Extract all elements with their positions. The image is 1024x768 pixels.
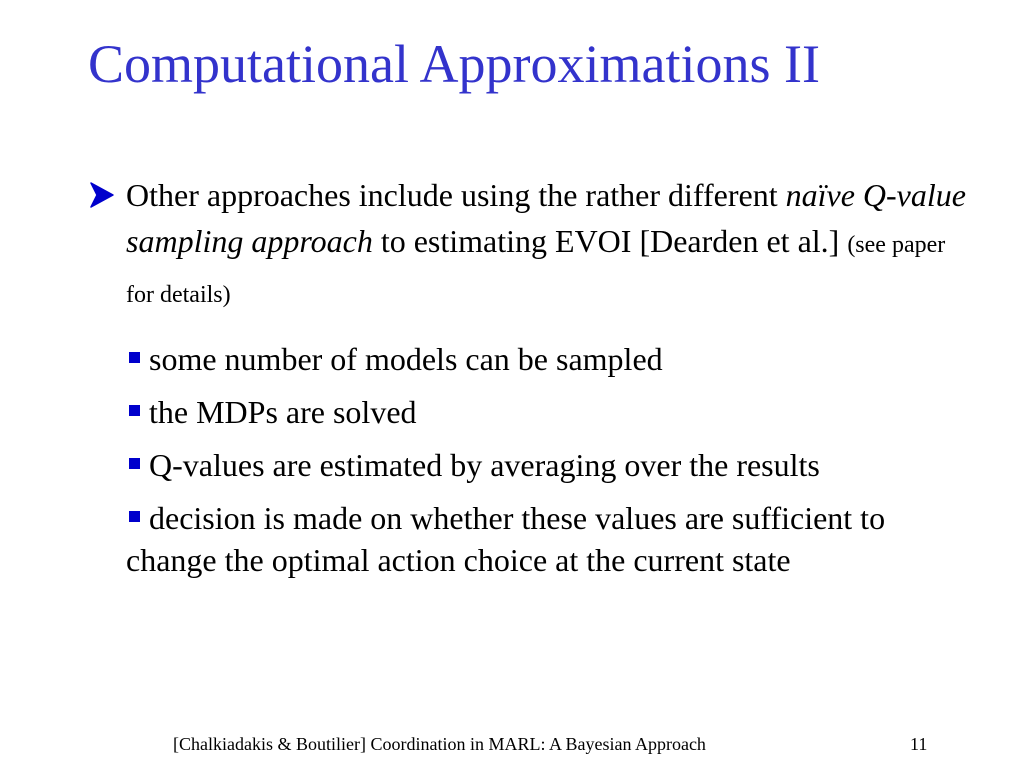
main-bullet-text-after: to estimating EVOI [Dearden et al.]: [372, 223, 848, 259]
square-bullet-icon: [129, 511, 140, 522]
footer-citation: [Chalkiadakis & Boutilier] Coordination in MARL: A Bayesian Approach: [173, 734, 706, 754]
arrow-bullet-icon: [88, 181, 116, 209]
sub-bullet-text: the MDPs are solved: [149, 394, 417, 430]
main-bullet-text-before: Other approaches include using the rather different: [126, 177, 786, 213]
main-bullet: [88, 172, 968, 318]
main-bullet-italic: naïve Q-value sampling approach: [126, 177, 966, 259]
sub-bullet-text: Q-values are estimated by averaging over the results: [149, 447, 820, 483]
sub-bullet-text: some number of models can be sampled: [149, 341, 663, 377]
main-bullet-text: [126, 172, 968, 318]
sub-bullet: [126, 497, 906, 581]
sub-bullet: [126, 338, 906, 380]
sub-bullet-list: [126, 338, 906, 592]
square-bullet-icon: [129, 458, 140, 469]
sub-bullet: [126, 391, 906, 433]
slide-title: Computational Approximations II: [88, 34, 820, 94]
main-bullet-note: (see paper for details): [126, 232, 946, 308]
sub-bullet: [126, 444, 906, 486]
page-number: 11: [910, 734, 928, 754]
square-bullet-icon: [129, 352, 140, 363]
sub-bullet-text: decision is made on whether these values are sufficient to change the optimal action choice at the current state: [126, 500, 886, 578]
square-bullet-icon: [129, 405, 140, 416]
